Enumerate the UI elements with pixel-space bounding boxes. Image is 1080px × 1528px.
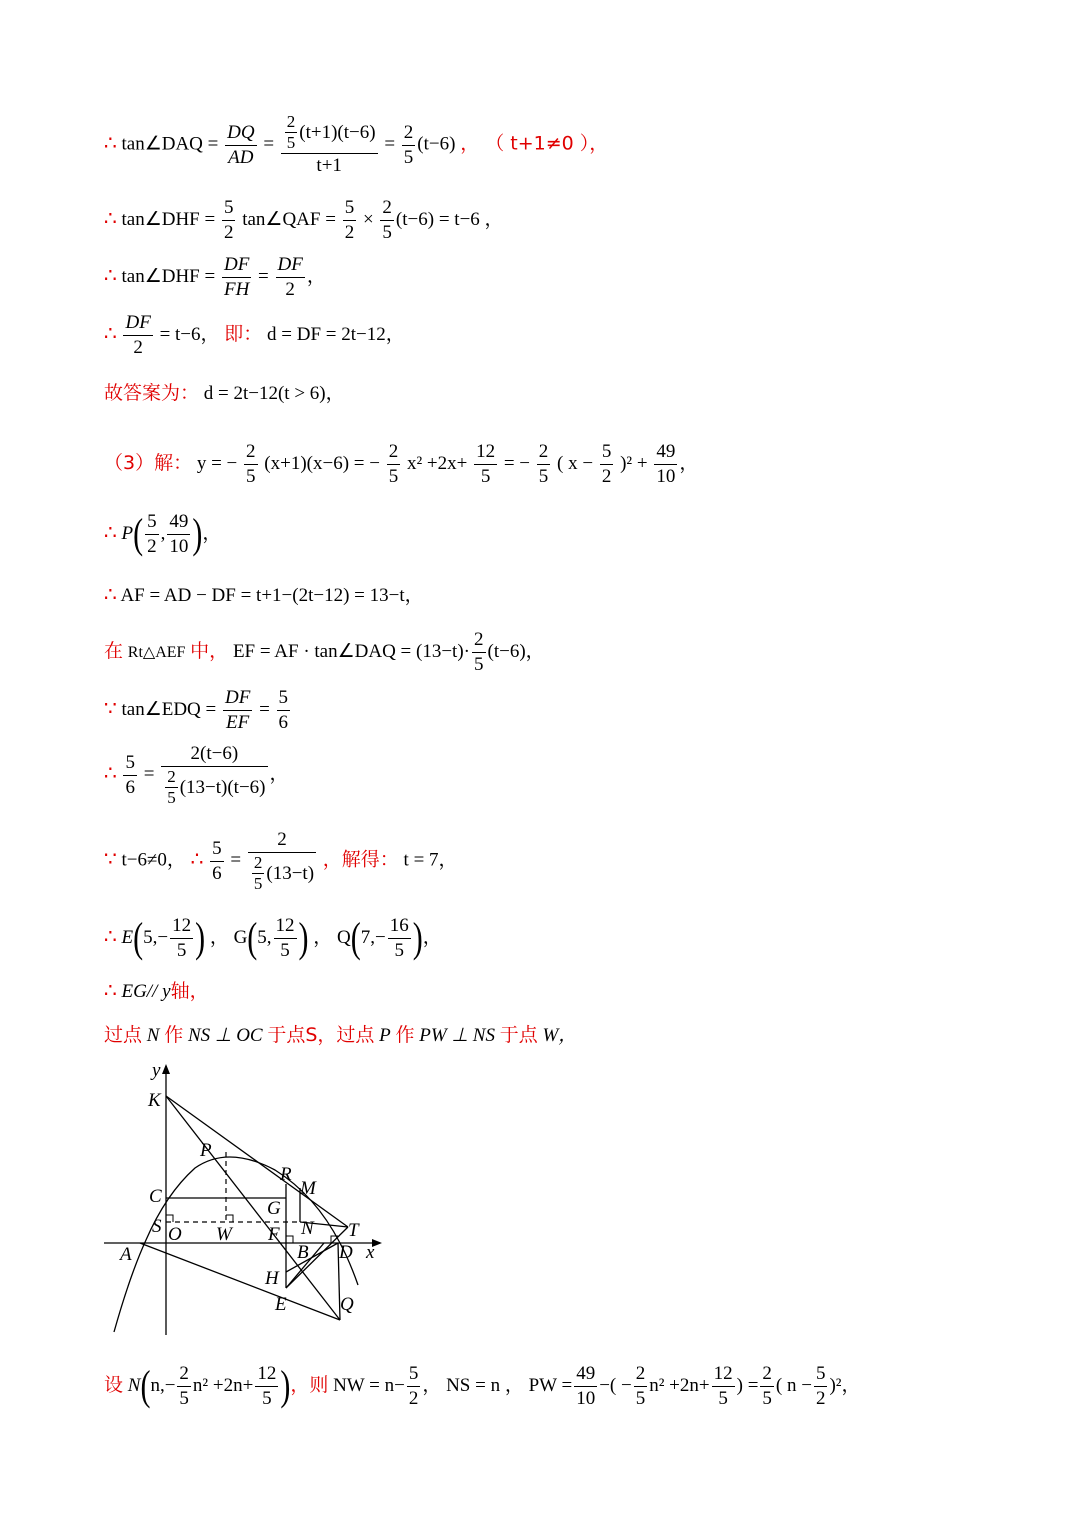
label-W: W [216,1224,232,1245]
fraction: $\frac{2}{5}$ [382,197,392,243]
label-S: S [152,1216,162,1237]
right-angle-W [226,1215,233,1222]
fraction: $\frac{2}{5}$ [246,441,256,487]
fraction: $\frac{49}{10}$ [576,1363,596,1409]
line-11: ∴ $\frac{5}{6}$ = 2(t−6) $\frac{2}{5}$ (13−t)(t−6) ， [104,743,289,807]
geometry-figure [100,1060,400,1350]
line-14: ∴ EG// y轴， [104,978,209,1002]
label-E: E [275,1294,287,1315]
fraction: $\frac{5}{6}$ [212,837,222,884]
label-H: H [265,1268,279,1289]
parabola [114,1157,358,1332]
fraction: $\frac{5}{6}$ [278,687,289,733]
line-6: （3）解： y = − $\frac{2}{5}$ (x+1)(x−6) = − $\frac{2}{5}$ x² +2x+ $\frac{12}{5}$ = − $\frac{2}{5}$ ( x − $\frac{5}{2}$ )² + $\frac{49}{10}$ ， [104,441,699,487]
fraction: $\frac{12}{5}$ [275,915,295,961]
line-5: 故答案为： d = 2t−12(t > 6)， [104,382,345,404]
line-KT [166,1096,348,1227]
fraction: $\frac{5}{2}$ [408,1363,419,1409]
label-F: F [268,1224,280,1245]
fraction: $\frac{2}{5}$ [403,121,414,168]
fraction: $\frac{5}{2}$ [344,197,355,243]
label-K: K [148,1090,161,1111]
right-angle-S [166,1215,173,1222]
fraction: $\frac{DQ}{AD}$ [227,121,255,168]
fraction: $\frac{16}{5}$ [389,915,409,961]
fraction: $\frac{2}{5}$ [474,629,484,675]
line-16: 设 N(n,− $\frac{2}{5}$ n² +2n+ $\frac{12}{5}$ )，则 NW = n− $\frac{5}{2}$ ， NS = n ， PW = $\frac{49}{10}$ −( − $\frac{2}{5}$ n² +2n+ $\frac{12}{5}$ ) = $\frac{2}{5}$ ( n − $\frac{5}{2}$ )²， [104,1362,861,1409]
label-D: D [339,1242,353,1263]
fraction: $\frac{5}{2}$ [815,1363,826,1409]
label-O: O [168,1224,182,1245]
fraction: 2 $\frac{2}{5}$ (13−t) [248,828,316,894]
fraction: $\frac{49}{10}$ [169,511,189,557]
label-Q: Q [340,1294,354,1315]
line-4: ∴ $\frac{DF}{2}$ = t−6， 即： d = DF = 2t−12， [104,312,405,358]
line-8: ∴ AF = AD − DF = t+1−(2t−12) = 13−t， [104,582,424,606]
y-axis-arrow [162,1064,170,1074]
fraction: $\frac{2}{5}$ [762,1363,772,1409]
fraction: $\frac{2}{5}$ (t+1)(t−6) t+1 [281,112,378,178]
fraction: $\frac{2}{5}$ [635,1363,646,1409]
fraction: $\frac{DF}{FH}$ [223,254,250,300]
label-x: x [366,1242,375,1263]
line-1: ∴ tan∠DAQ = $\frac{DQ}{AD}$ = $\frac{2}{5}$ (t+1)(t−6) t+1 = $\frac{2}{5}$ (t−6) ， （ t+1≠0 ）， [104,112,609,176]
label-N: N [301,1218,314,1239]
fraction: $\frac{2}{5}$ [179,1363,189,1409]
line-2: ∴ tan∠DHF = $\frac{5}{2}$ tan∠QAF = $\frac{5}{2}$ × $\frac{2}{5}$ (t−6) = t−6 ， [104,197,504,243]
fraction: 2(t−6) $\frac{2}{5}$ (13−t)(t−6) [161,742,267,808]
label-A: A [120,1244,132,1265]
line-3: ∴ tan∠DHF = $\frac{DF}{FH}$ = $\frac{DF}{2}$ ， [104,254,326,300]
fraction: $\frac{12}{5}$ [476,441,496,487]
label-P: P [200,1140,212,1161]
label-C: C [149,1186,162,1207]
fraction: $\frac{2}{5}$ [388,441,399,487]
line-9: 在 Rt△AEF 中， EF = AF · tan∠DAQ = (13−t)· $\frac{2}{5}$ (t−6)， [104,629,545,675]
line-7: ∴ P( $\frac{5}{2}$ , $\frac{49}{10}$ )， [104,510,222,557]
label-B: B [297,1242,309,1263]
fraction: $\frac{12}{5}$ [257,1363,277,1409]
label-G: G [267,1198,281,1219]
fraction: $\frac{5}{2}$ [223,197,234,243]
fraction: $\frac{12}{5}$ [172,915,192,961]
line-13: ∴ E(5,− $\frac{12}{5}$ ) ， G(5, $\frac{12}{5}$ ) ， Q(7,− $\frac{16}{5}$ )， [104,914,442,961]
label-M: M [300,1178,316,1199]
label-R: R [280,1164,292,1185]
fraction: $\frac{2}{5}$ [538,441,549,487]
fraction: $\frac{5}{6}$ [125,751,135,798]
fraction: $\frac{DF}{2}$ [125,312,151,358]
label-T: T [348,1220,359,1241]
line-15: 过点 N 作 NS ⊥ OC 于点S，过点 P 作 PW ⊥ NS 于点 W， [104,1024,578,1046]
line-10: ∵ tan∠EDQ = $\frac{DF}{EF}$ = $\frac{5}{6}$ [104,687,289,733]
label-y: y [152,1060,161,1081]
right-angle-F [286,1236,293,1243]
fraction: $\frac{12}{5}$ [713,1363,733,1409]
fraction: $\frac{5}{2}$ [601,441,612,487]
fraction: $\frac{DF}{EF}$ [225,687,251,733]
fraction: $\frac{DF}{2}$ [277,254,303,300]
fraction: $\frac{49}{10}$ [656,441,676,487]
line-12: ∵ t−6≠0， ∴ $\frac{5}{6}$ = 2 $\frac{2}{5}$ (13−t) ，解得： t = 7， [104,829,458,893]
fraction: $\frac{5}{2}$ [147,511,157,557]
line-HD [286,1243,338,1272]
